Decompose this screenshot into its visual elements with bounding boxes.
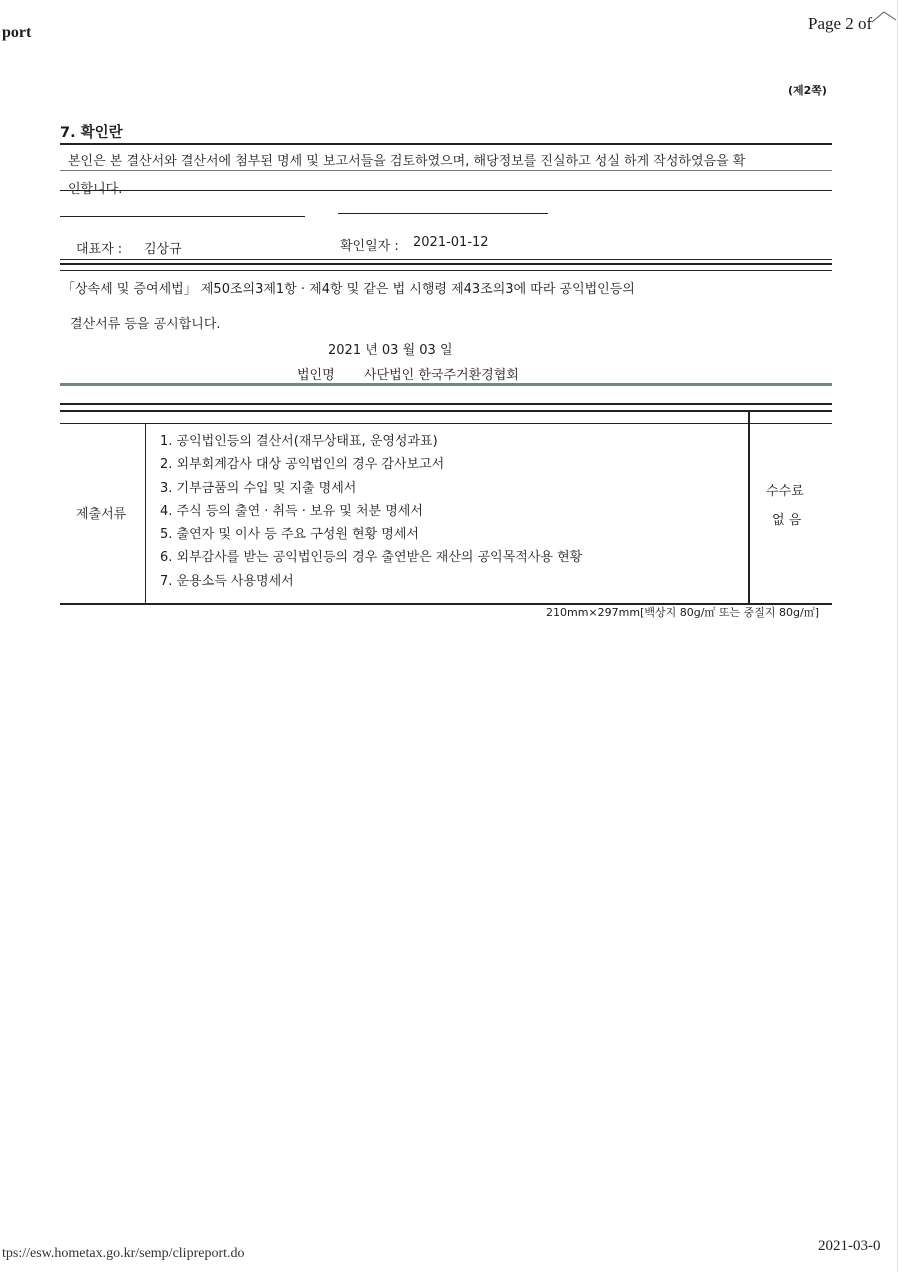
- document-item: 1. 공익법인등의 결산서(재무상태표, 운영성과표): [160, 434, 438, 449]
- confirmation-date: 2021-01-12: [413, 235, 489, 250]
- signature-line-right: [338, 213, 548, 214]
- signature-line-left: [60, 216, 305, 217]
- confirmation-statement-line2: 인합니다.: [68, 182, 123, 197]
- document-item: 6. 외부감사를 받는 공익법인등의 경우 출연받은 재산의 공익목적사용 현황: [160, 550, 583, 566]
- table-top-rule-2: [60, 410, 832, 412]
- notice-top-rule-2: [60, 263, 832, 265]
- table-divider-right: [748, 411, 750, 603]
- corporation-name: 사단법인 한국주거환경협회: [364, 368, 519, 383]
- scan-edge: [897, 0, 898, 1272]
- table-divider-left: [145, 423, 146, 603]
- notice-top-rule-3: [60, 270, 832, 271]
- fee-label: 수수료: [766, 484, 804, 499]
- confirmation-statement-line1: 본인은 본 결산서와 결산서에 첨부된 명세 및 보고서들을 검토하였으며, 해당정보를 진실하고 성실 하게 작성하였음을 확: [68, 154, 746, 169]
- document-item: 7. 운용소득 사용명세서: [160, 573, 294, 589]
- representative-label: 대표자 :: [76, 242, 123, 257]
- notice-date: 2021 년 03 월 03 일: [328, 343, 453, 358]
- page-corner-mark: [870, 10, 898, 24]
- page-indicator: Page 2 of: [808, 14, 873, 33]
- corporation-label: 법인명: [297, 368, 335, 383]
- footer-url: tps://esw.hometax.go.kr/semp/clipreport.do: [2, 1246, 245, 1261]
- document-item: 3. 기부금품의 수입 및 지출 명세서: [160, 480, 357, 496]
- fee-value: 없 음: [772, 513, 802, 528]
- notice-line1: 「상속세 및 증여세법」 제50조의3제1항 · 제4항 및 같은 법 시행령 제43조의3에 따라 공익법인등의: [62, 282, 635, 297]
- footer-date: 2021-03-0: [818, 1238, 881, 1254]
- statement-rule: [60, 170, 832, 171]
- notice-top-rule-1: [60, 259, 832, 260]
- documents-list: [160, 430, 582, 593]
- table-header-rule: [60, 423, 832, 424]
- statement-bottom-rule: [60, 190, 832, 191]
- notice-bottom-rule: [60, 383, 832, 386]
- document-item: 2. 외부회계감사 대상 공익법인의 경우 감사보고서: [160, 457, 445, 473]
- section-title: 7. 확인란: [60, 125, 123, 141]
- confirmation-date-label: 확인일자 :: [340, 239, 399, 254]
- document-item: 5. 출연자 및 이사 등 주요 구성원 현황 명세서: [160, 527, 419, 543]
- table-top-rule-1: [60, 403, 832, 405]
- paper-spec: 210mm×297mm[백상지 80g/㎡ 또는 중질지 80g/㎡]: [546, 606, 820, 619]
- documents-label: 제출서류: [76, 507, 127, 522]
- page-label: (제2쪽): [788, 84, 827, 97]
- notice-line2: 결산서류 등을 공시합니다.: [70, 317, 221, 332]
- document-item: 4. 주식 등의 출연 · 취득 · 보유 및 처분 명세서: [160, 503, 423, 519]
- section-top-rule: [60, 143, 832, 145]
- header-left-fragment: port: [2, 24, 32, 41]
- representative-name: 김상규: [144, 242, 182, 257]
